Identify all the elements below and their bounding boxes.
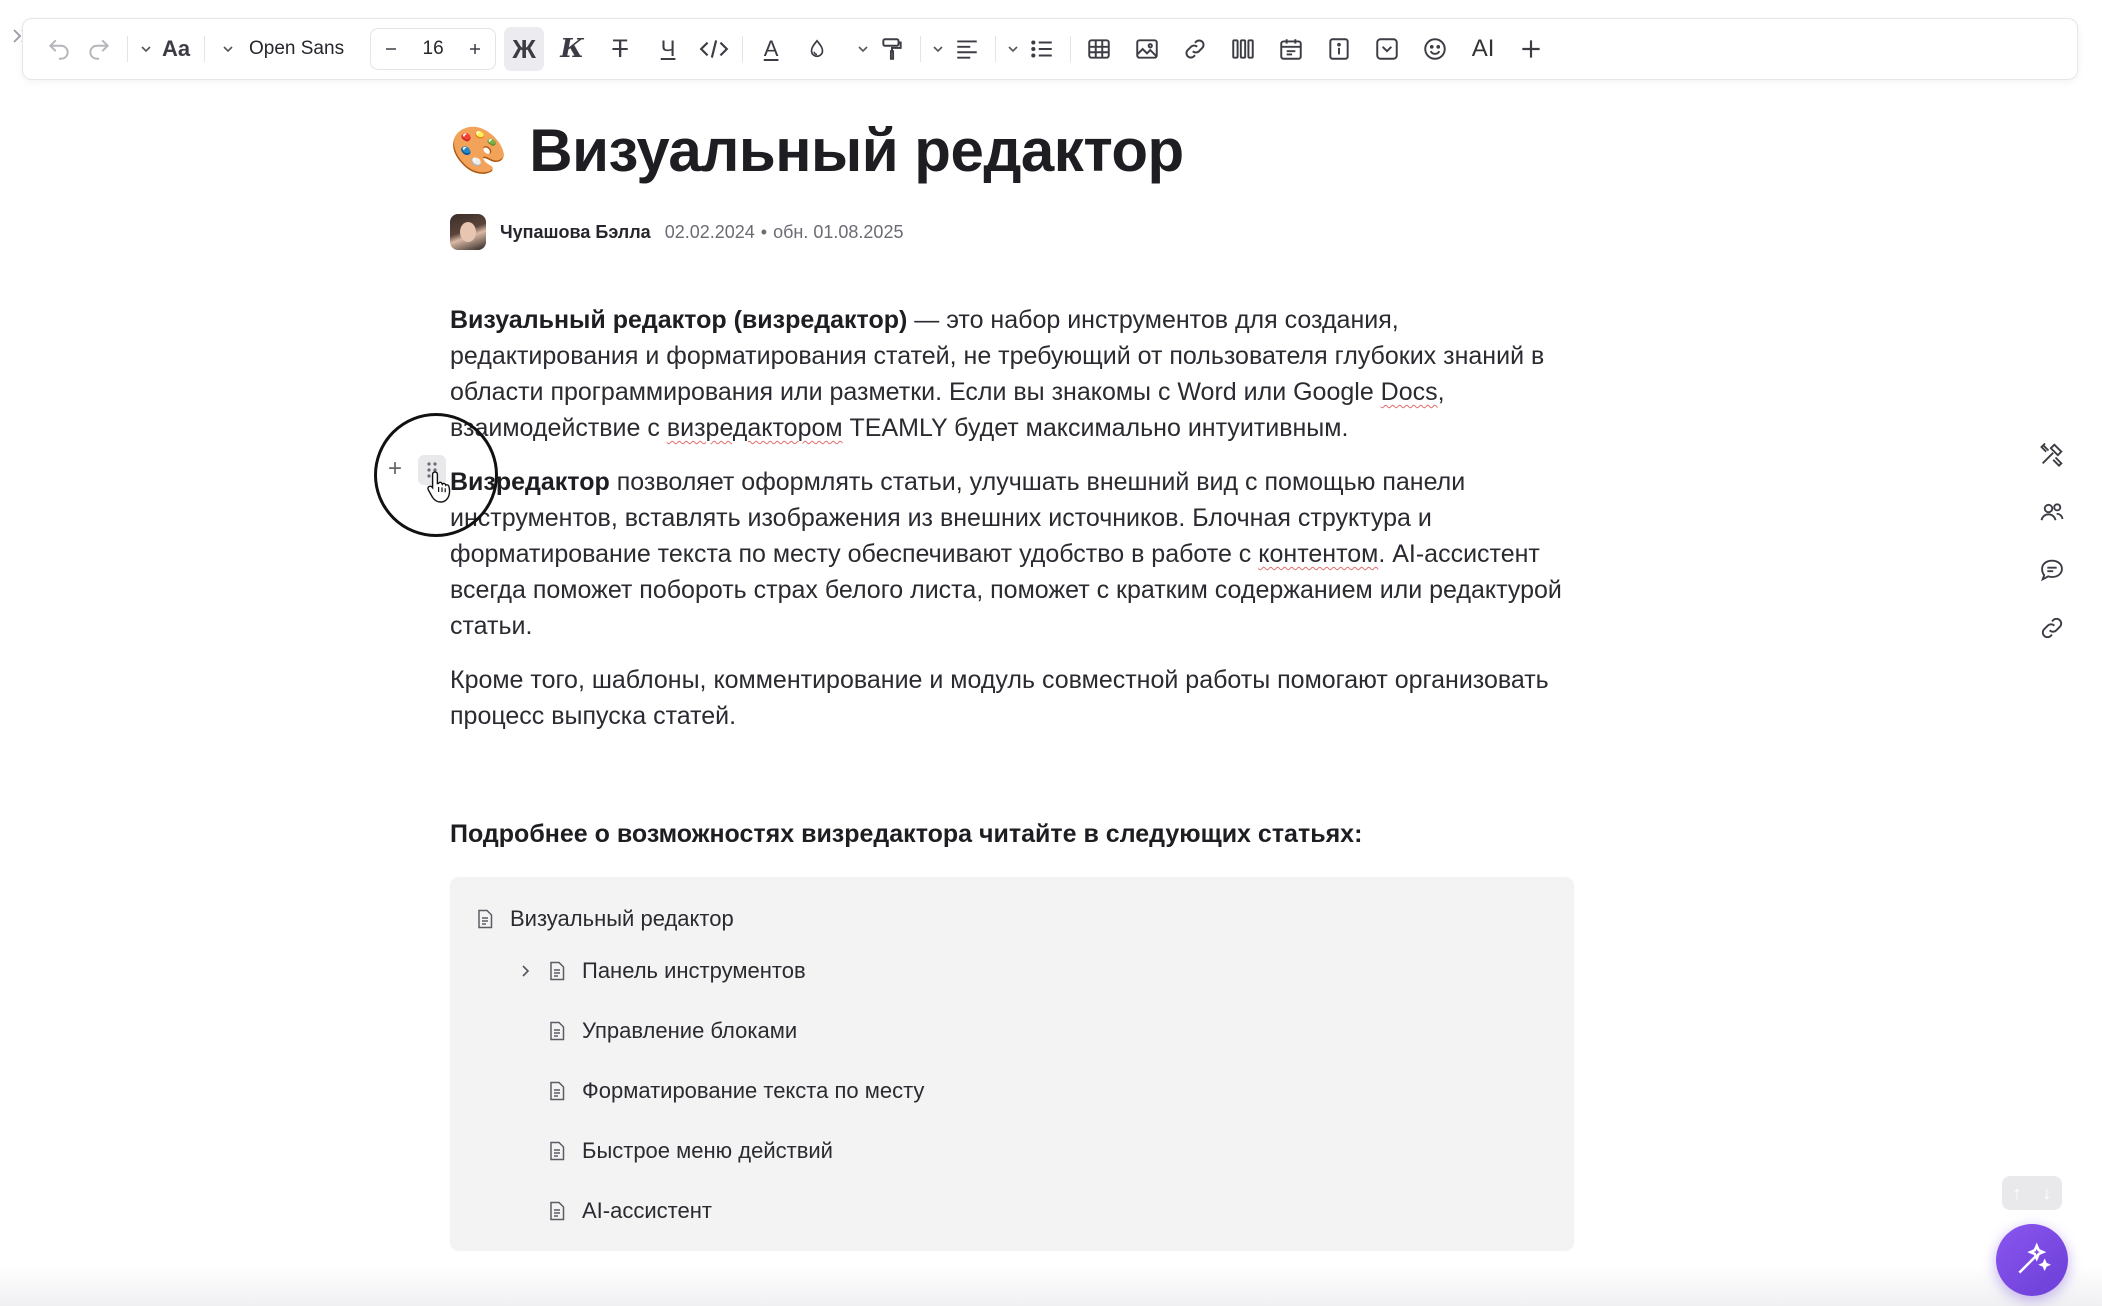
- emoji-button[interactable]: [1415, 27, 1455, 71]
- font-size-stepper: [370, 28, 496, 70]
- page-title[interactable]: Визуальный редактор: [529, 116, 1184, 184]
- spellcheck-word: Docs: [1380, 378, 1438, 406]
- collapse-block-button[interactable]: [1367, 27, 1407, 71]
- code-icon: [699, 36, 729, 62]
- font-size-value[interactable]: 16: [422, 38, 444, 59]
- text: — это набор инструментов для создания, редактирования и форматирования статей, не требующий от пользователя глубоких знаний в области программирования или разметки. Если вы знакомы с Word или Google: [450, 306, 1545, 406]
- toc-item-label: Визуальный редактор: [510, 906, 734, 931]
- font-size-increase-button[interactable]: [455, 29, 495, 69]
- scroll-down-button[interactable]: ↓: [2042, 1182, 2052, 1203]
- insert-more-button[interactable]: [1511, 27, 1551, 71]
- tools-button[interactable]: [2038, 440, 2066, 468]
- child-pages-block: [450, 877, 1574, 1251]
- document-icon: [548, 1201, 566, 1221]
- title-row: [450, 110, 1570, 190]
- strikethrough-button[interactable]: Т: [612, 34, 628, 63]
- redo-icon: [86, 36, 112, 62]
- table-icon: [1086, 36, 1112, 62]
- meta-separator: •: [760, 221, 768, 242]
- toc-item-label: AI-ассистент: [582, 1198, 712, 1223]
- code-button[interactable]: [694, 27, 734, 71]
- palette-emoji-icon[interactable]: 🎨: [450, 124, 508, 176]
- copy-link-button[interactable]: [2038, 614, 2066, 642]
- scroll-up-button[interactable]: ↑: [2012, 1182, 2022, 1203]
- italic-button[interactable]: К: [560, 34, 584, 64]
- article-body: [450, 302, 1570, 734]
- spellcheck-word: визредактором: [666, 414, 843, 442]
- spellcheck-word: контентом: [1258, 540, 1379, 568]
- document-icon: [476, 909, 494, 929]
- updated-date: обн. 01.08.2025: [773, 221, 904, 242]
- users-icon: [2038, 498, 2066, 526]
- toc-item[interactable]: [476, 1121, 1548, 1181]
- paragraph[interactable]: Кроме того, шаблоны, комментирование и модуль совместной работы помогают организовать процесс выпуска статей.: [450, 666, 1549, 730]
- author-name[interactable]: Чупашова Бэлла: [500, 221, 651, 242]
- highlight-button[interactable]: [797, 27, 837, 71]
- link-icon: [1182, 36, 1208, 62]
- paragraph[interactable]: [450, 302, 1570, 446]
- columns-icon: [1230, 36, 1256, 62]
- bold-text: Визуальный редактор (визредактор): [450, 306, 908, 334]
- toc-item-root[interactable]: [476, 897, 1548, 941]
- created-date: 02.02.2024: [664, 221, 755, 242]
- font-family-select[interactable]: [213, 38, 362, 60]
- image-button[interactable]: [1127, 27, 1167, 71]
- chevron-down-icon: [856, 42, 870, 56]
- add-block-button[interactable]: +: [388, 455, 403, 482]
- editor-toolbar: [22, 18, 2078, 80]
- scroll-nav: [2002, 1176, 2062, 1210]
- document-icon: [548, 1021, 566, 1041]
- toc-item[interactable]: [476, 1061, 1548, 1121]
- minus-icon: [381, 39, 401, 59]
- redo-button[interactable]: [79, 27, 119, 71]
- toolbar-divider: [920, 36, 921, 62]
- text: . AI-ассистент всегда поможет побороть страх белого листа, поможет с кратким содержанием или редактурой статьи.: [450, 540, 1562, 640]
- align-button[interactable]: [947, 27, 987, 71]
- bold-text: Визредактор: [450, 468, 610, 496]
- format-painter-button[interactable]: [872, 27, 912, 71]
- undo-icon: [46, 36, 72, 62]
- avatar[interactable]: [450, 214, 486, 250]
- ai-button[interactable]: AI: [1471, 35, 1495, 62]
- toolbar-divider: [1070, 36, 1071, 62]
- text: , взаимодействие с: [450, 378, 1445, 442]
- text: позволяет оформлять статьи, улучшать внешний вид с помощью панели инструментов, вставлять изображения из внешних источников. Блочная структура и форматирование текста по месту обеспечивают удобство в работе с: [450, 468, 1466, 568]
- comment-icon: [2038, 556, 2066, 584]
- tools-icon: [2038, 440, 2066, 468]
- comments-button[interactable]: [2038, 556, 2066, 584]
- image-icon: [1134, 36, 1160, 62]
- template-button[interactable]: [1271, 27, 1311, 71]
- collaborators-button[interactable]: [2038, 498, 2066, 526]
- right-rail: [2038, 440, 2066, 642]
- hand-cursor-icon: [426, 470, 454, 509]
- font-family-value: Open Sans: [249, 38, 345, 59]
- list-dropdown[interactable]: [1004, 27, 1022, 71]
- toolbar-divider: [127, 36, 128, 62]
- document-icon: [548, 1081, 566, 1101]
- table-button[interactable]: [1079, 27, 1119, 71]
- calendar-icon: [1278, 36, 1304, 62]
- font-size-decrease-button[interactable]: [371, 29, 411, 69]
- bold-button[interactable]: Ж: [504, 27, 544, 71]
- toc-item-label: Панель инструментов: [582, 958, 806, 983]
- toc-item-label: Управление блоками: [582, 1018, 798, 1043]
- align-left-icon: [954, 36, 980, 62]
- bullet-list-icon: [1029, 36, 1055, 62]
- list-button[interactable]: [1022, 27, 1062, 71]
- chevron-down-icon: [1006, 42, 1020, 56]
- text-color-icon: A: [763, 36, 779, 61]
- toolbar-divider: [742, 36, 743, 62]
- plus-icon: [1518, 36, 1544, 62]
- toc-item-label: Быстрое меню действий: [582, 1138, 833, 1163]
- chevron-down-icon: [139, 42, 153, 56]
- toolbar-divider: [995, 36, 996, 62]
- dropdown-icon: [1374, 36, 1400, 62]
- highlight-icon: [806, 38, 828, 60]
- paragraph[interactable]: [450, 464, 1570, 644]
- undo-button[interactable]: [39, 27, 79, 71]
- read-more-heading[interactable]: Подробнее о возможностях визредактора читайте в следующих статьях:: [450, 820, 1363, 848]
- link-button[interactable]: [1175, 27, 1215, 71]
- info-block-button[interactable]: [1319, 27, 1359, 71]
- chevron-down-icon: [931, 42, 945, 56]
- columns-button[interactable]: [1223, 27, 1263, 71]
- chevron-right-icon[interactable]: [518, 964, 532, 978]
- toc-item[interactable]: [476, 941, 1548, 1001]
- article: [450, 110, 1570, 1251]
- text-style-dropdown[interactable]: [136, 27, 156, 71]
- text: TEAMLY будет максимально интуитивным.: [842, 414, 1349, 442]
- bottom-fade: [0, 1266, 2102, 1306]
- emoji-icon: [1422, 36, 1448, 62]
- text-style-button[interactable]: Aa: [161, 36, 191, 61]
- text-color-button[interactable]: [751, 27, 791, 71]
- toc-item[interactable]: [476, 1001, 1548, 1061]
- align-dropdown[interactable]: [929, 27, 947, 71]
- plus-icon: [465, 39, 485, 59]
- format-painter-dropdown[interactable]: [854, 27, 872, 71]
- article-meta: [450, 214, 1570, 250]
- magic-wand-icon: [2013, 1241, 2051, 1279]
- format-painter-icon: [879, 36, 905, 62]
- document-icon: [548, 1141, 566, 1161]
- toc-item[interactable]: [476, 1181, 1548, 1241]
- toc-item-label: Форматирование текста по месту: [582, 1078, 925, 1103]
- toolbar-divider: [845, 36, 846, 62]
- toolbar-divider: [204, 36, 205, 62]
- document-icon: [548, 961, 566, 981]
- chevron-down-icon: [221, 42, 235, 56]
- link-icon: [2038, 614, 2066, 642]
- ai-assistant-button[interactable]: [1996, 1224, 2068, 1296]
- underline-button[interactable]: Ч: [660, 36, 676, 61]
- info-icon: [1326, 36, 1352, 62]
